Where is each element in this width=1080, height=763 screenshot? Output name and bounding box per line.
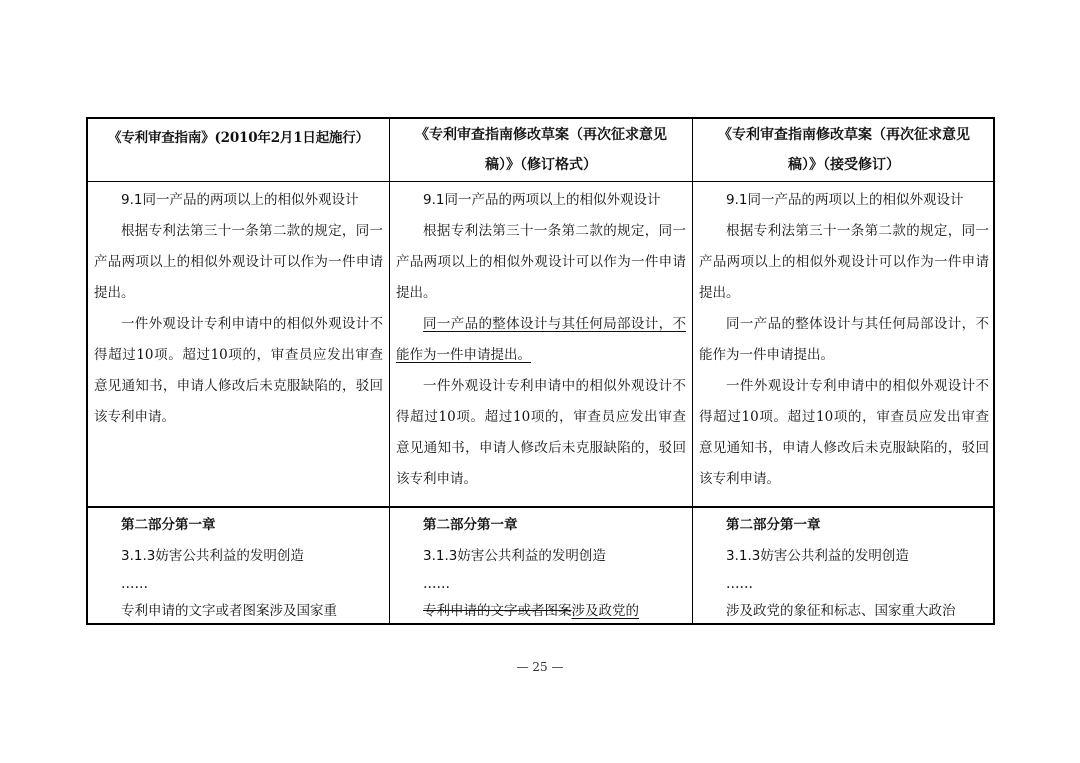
paragraph: 一件外观设计专利申请中的相似外观设计不得超过10项。超过10项的，审查员应发出审查意见通知书，申请人修改后未克服缺陷的，驳回该专利申请。 — [94, 316, 383, 425]
kept-text: 涉及 — [571, 603, 599, 619]
paragraph: 根据专利法第三十一条第二款的规定，同一产品两项以上的相似外观设计可以作为一件申请提出。 — [94, 223, 383, 301]
header-title-3-line2: 稿）》（接受修订） — [788, 157, 900, 173]
section-heading: 3.1.3妨害公共利益的发明创造 — [121, 548, 304, 564]
section-heading: 9.1同一产品的两项以上的相似外观设计 — [423, 192, 661, 208]
paragraph: 涉及政党的象征和标志、国家重大政治 — [726, 603, 956, 619]
row2-cell-2 — [390, 510, 692, 623]
header-title-1: 《专利审查指南》(2010年2月1日起施行） — [108, 130, 369, 146]
ellipsis: …… — [423, 576, 450, 592]
paragraph: 根据专利法第三十一条第二款的规定，同一产品两项以上的相似外观设计可以作为一件申请提出。 — [396, 223, 686, 301]
header-title-2-line2: 稿）》（修订格式） — [485, 157, 597, 173]
part-heading: 第二部分第一章 — [726, 517, 821, 533]
header-title-2-line1: 《专利审查指南修改草案（再次征求意见 — [415, 127, 667, 143]
paragraph: 根据专利法第三十一条第二款的规定，同一产品两项以上的相似外观设计可以作为一件申请提出。 — [699, 223, 989, 301]
row2-cell-3 — [693, 510, 995, 623]
section-heading: 9.1同一产品的两项以上的相似外观设计 — [726, 192, 964, 208]
row1-cell-3 — [693, 185, 995, 505]
comparison-table — [86, 117, 995, 625]
ellipsis: …… — [121, 576, 148, 592]
ellipsis: …… — [726, 576, 753, 592]
paragraph: 一件外观设计专利申请中的相似外观设计不得超过10项。超过10项的，审查员应发出审查意见通知书，申请人修改后未克服缺陷的，驳回该专利申请。 — [699, 378, 989, 487]
header-cell-1 — [88, 119, 389, 181]
row2-cell-1 — [88, 510, 389, 623]
part-heading: 第二部分第一章 — [423, 517, 518, 533]
section-heading: 9.1同一产品的两项以上的相似外观设计 — [121, 192, 359, 208]
header-divider — [88, 181, 993, 182]
inserted-text: 政党的 — [598, 603, 639, 619]
page-number: — 25 — — [516, 660, 564, 674]
revised-paragraph — [396, 596, 686, 623]
paragraph: 专利申请的文字或者图案涉及国家重 — [121, 603, 337, 619]
deleted-text: 专利申请的文字或者图案 — [423, 603, 572, 619]
row1-cell-1 — [88, 185, 389, 505]
header-cell-3 — [693, 119, 995, 181]
section-heading: 3.1.3妨害公共利益的发明创造 — [726, 548, 909, 564]
inserted-paragraph — [396, 309, 686, 371]
header-title-3-line1: 《专利审查指南修改草案（再次征求意见 — [718, 127, 970, 143]
row-divider — [88, 506, 993, 508]
row1-cell-2 — [390, 185, 692, 505]
inserted-text: 同一产品的整体设计与其任何局部设计，不能作为一件申请提出。 — [396, 316, 686, 363]
paragraph: 同一产品的整体设计与其任何局部设计，不能作为一件申请提出。 — [699, 316, 989, 363]
part-heading: 第二部分第一章 — [121, 517, 216, 533]
paragraph: 一件外观设计专利申请中的相似外观设计不得超过10项。超过10项的，审查员应发出审查意见通知书，申请人修改后未克服缺陷的，驳回该专利申请。 — [396, 378, 686, 487]
section-heading: 3.1.3妨害公共利益的发明创造 — [423, 548, 606, 564]
header-cell-2 — [390, 119, 692, 181]
